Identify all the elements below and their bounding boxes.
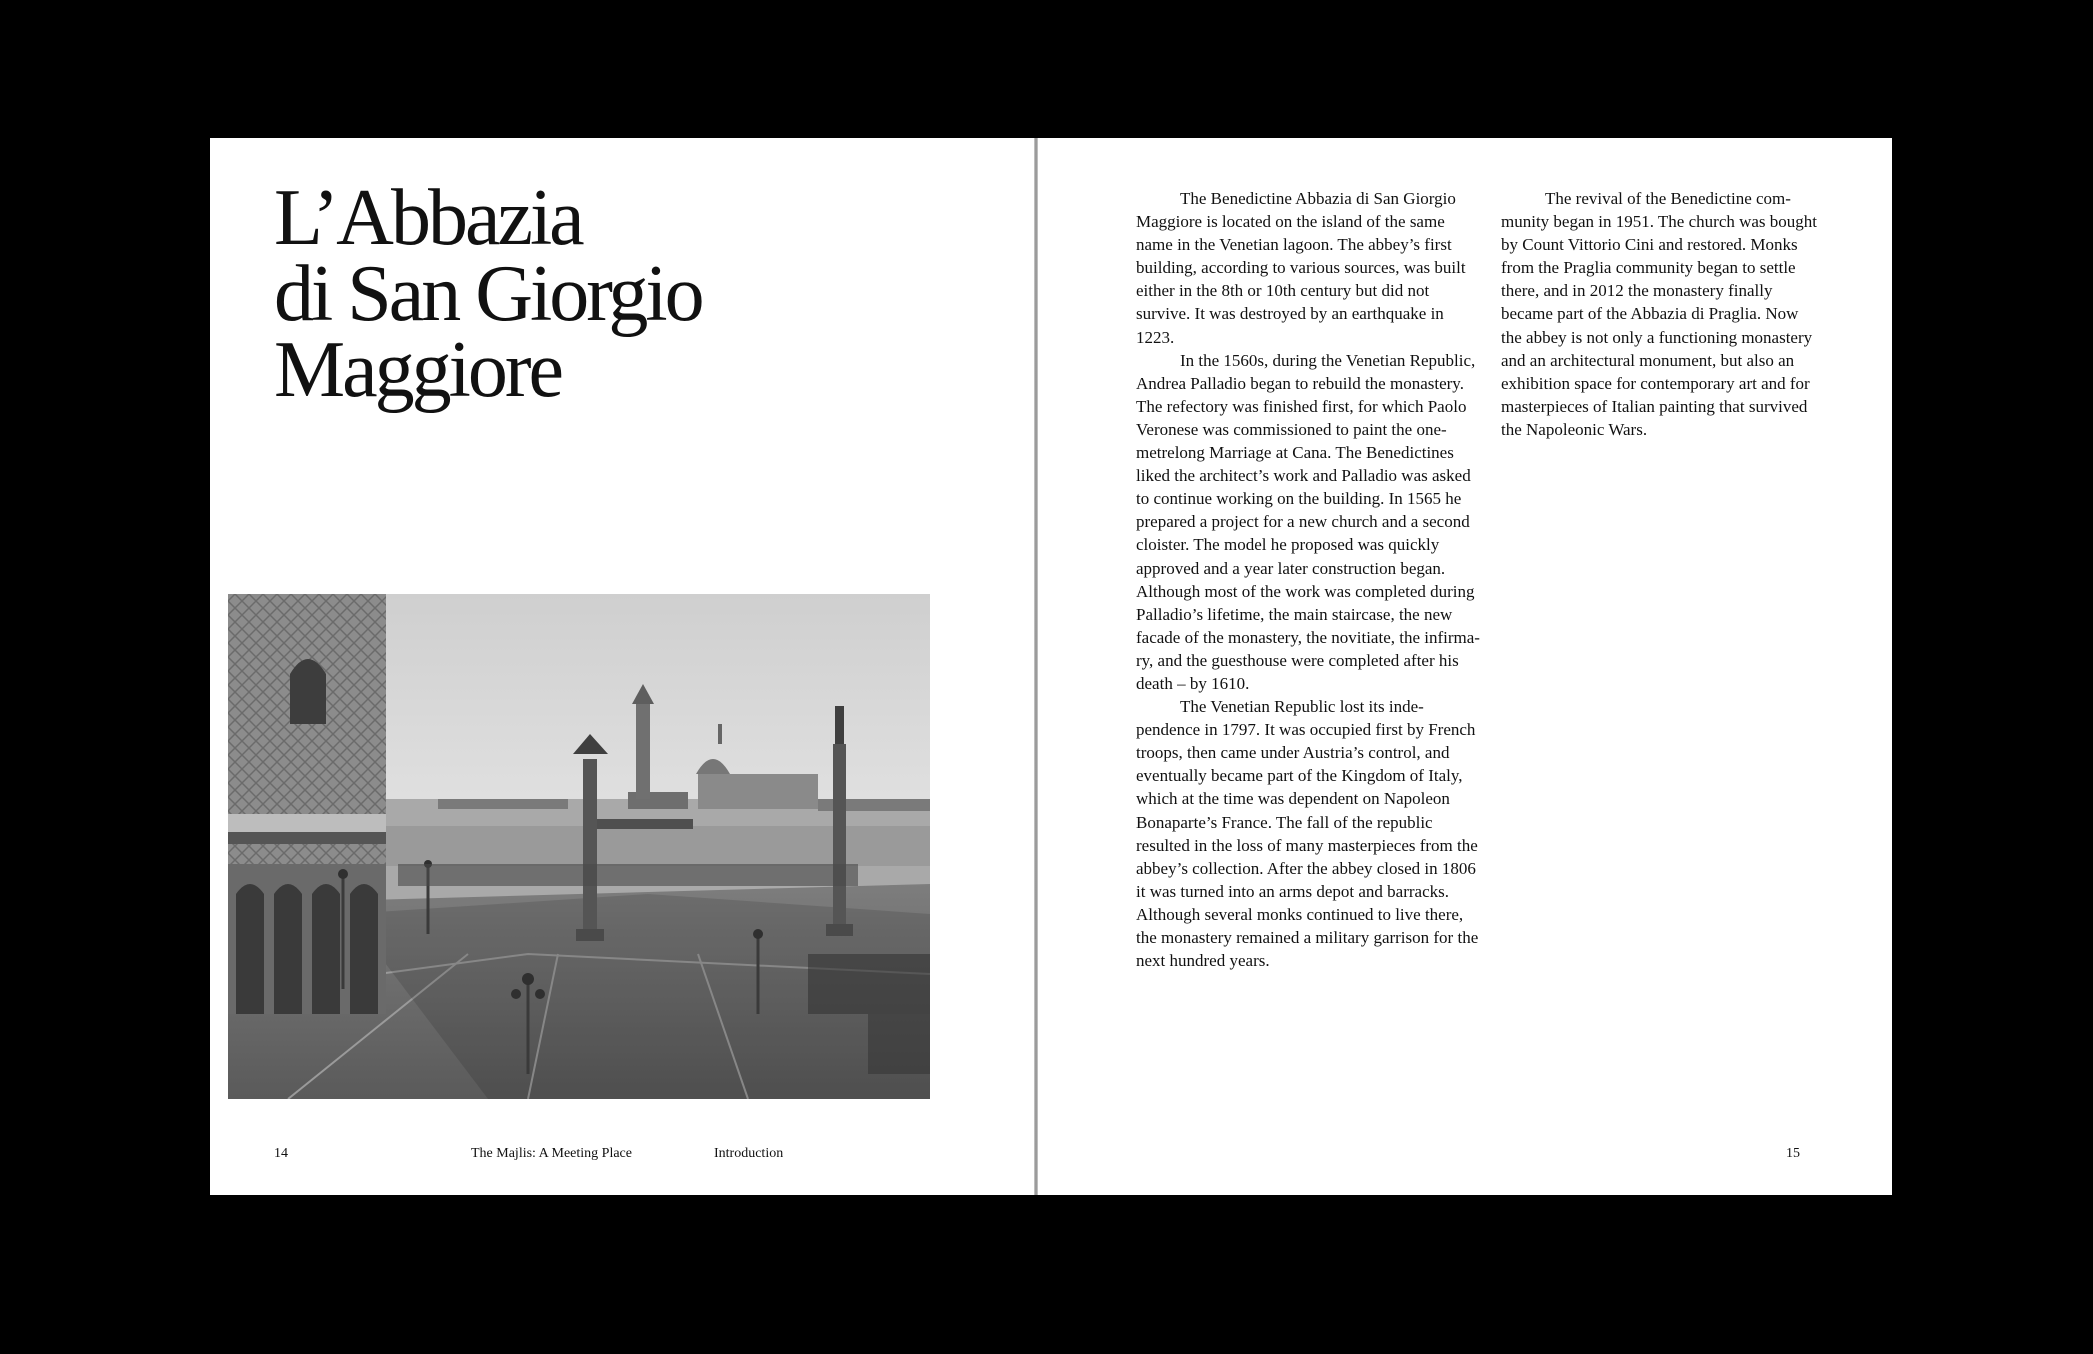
title-line-3: Maggiore [274,326,562,414]
left-page [210,138,1034,1195]
paragraph: The Venetian Republic lost its independence in 1797. It was occupied first by French troops, then came under Austria’s control, and eventually became part of the Kingdom of Italy, which at the time was dependent on Napoleon Bonaparte’s France. The fall of the republic resulted in the loss of many masterpieces from the abbey’s collection. After the abbey closed in 1806 it was turned into an arms depot and barracks. Although several monks continued to live there, the monastery remained a military garrison for the next hundred years. [1136,697,1479,971]
historic-photo [228,594,930,1099]
paragraph: In the 1560s, during the Venetian Republic, Andrea Palladio began to rebuild the monastery. The refectory was finished first, for which Paolo Veronese was commissioned to paint the one-metrelong Marriage at Cana. The Benedictines liked the architect’s work and Palladio was asked to continue working on the building. In 1565 he prepared a project for a new church and a second cloister. The model he proposed was quickly approved and a year later construction began. Although most of the work was completed during Palladio’s lifetime, the main staircase, the new facade of the monastery, the novitiate, the infirmary, and the guesthouse were completed after his death – by 1610. [1136,350,1480,693]
paragraph: The Benedictine Abbazia di San Giorgio Maggiore is located on the island of the same name in the Venetian lagoon. The abbey’s first building, according to various sources, was built either in the 8th or 10th century but did not survive. It was destroyed by an earthquake in 1223. [1136,189,1466,347]
running-head-book-title: The Majlis: A Meeting Place [471,1146,632,1161]
text-column-2 [1501,187,1823,441]
running-head-section: Introduction [714,1146,784,1161]
venice-photo-illustration [228,594,930,1099]
right-page-number: 15 [1786,1146,1800,1161]
title-line-2: di San Giorgio [274,250,702,338]
book-spread [210,138,1892,1195]
paragraph: The revival of the Benedictine community began in 1951. The church was bought by Count Vittorio Cini and restored. Monks from the Praglia community began to settle there, and in 2012 the monastery finally became part of the Abbazia di Praglia. Now the abbey is not only a functioning monastery and an architectural monument, but also an exhibition space for contemporary art and for masterpieces of Italian painting that survived the Napoleonic Wars. [1501,189,1818,439]
left-page-number: 14 [274,1146,288,1161]
text-column-1 [1136,187,1481,972]
page-title [274,174,702,414]
title-line-1: L’Abbazia [274,174,582,262]
right-page [1038,138,1892,1195]
